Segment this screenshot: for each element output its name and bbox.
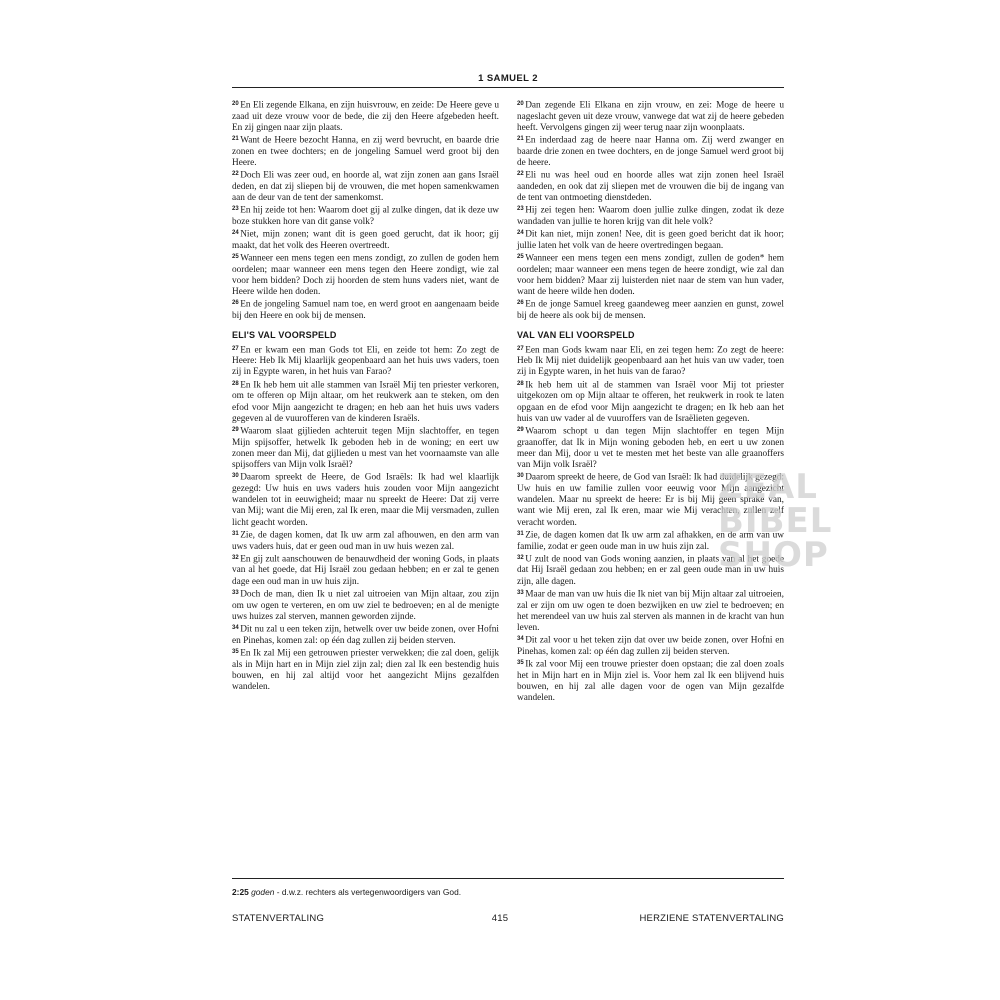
herziene-statenvertaling-column <box>517 99 784 704</box>
verse-text: En inderdaad zag de heere naar Hanna om. Zij werd zwanger en baarde drie zonen en twee dochters, en de jonge Samuel werd groot bij de heere. <box>517 135 784 169</box>
verse-number: 24 <box>232 230 239 237</box>
verse-number: 35 <box>232 648 239 655</box>
verse-number: 32 <box>232 554 239 561</box>
verse-number: 27 <box>232 345 239 352</box>
verse-number: 20 <box>232 101 239 107</box>
verse <box>232 204 499 228</box>
verse-number: 28 <box>232 380 239 387</box>
verse-text: Doch Eli was zeer oud, en hoorde al, wat zijn zonen aan gans Israël deden, en dat zij sliepen bij de vrouwen, die met hopen samenkwamen aan de deur van de tent der samenkomst. <box>232 170 499 204</box>
verse <box>232 425 499 471</box>
verse-list <box>517 99 784 322</box>
verse-number: 23 <box>517 206 524 213</box>
verse-number: 21 <box>517 136 524 143</box>
verse-number: 28 <box>517 380 524 387</box>
verse-text: Doch de man, dien Ik u niet zal uitroeien van Mijn altaar, zou zijn om uw ogen te verteren, en om uw ziel te bedroeven; en al de menigte uws huizes zal sterven, mannen geworden zijnde. <box>232 589 499 622</box>
verse-text: Maar de man van uw huis die Ik niet van bij Mijn altaar zal uitroeien, zal er zijn om uw ogen te doen bezwijken en uw ziel te bedroeven; en het merendeel van uw huis zal sterven als mannen in de kracht van hun leven. <box>517 589 784 633</box>
verse <box>517 134 784 169</box>
verse <box>232 553 499 588</box>
verse-text: Ik heb hem uit al de stammen van Israël voor Mij tot priester uitgekozen om op Mijn altaar te offeren, het reukwerk in rook te laten opgaan en de efod voor Mijn aangezicht te dragen; en Ik heb aan het huis van uw vader al de vuuroffers van de Israëlieten gegeven. <box>517 380 784 424</box>
verse <box>517 204 784 228</box>
verse-number: 27 <box>517 345 524 352</box>
verse-text: En Eli zegende Elkana, en zijn huisvrouw, en zeide: De Heere geve u zaad uit deze vrouw voor de bede, die zij den Heere afgebeden heeft. En zij gingen naar zijn plaats. <box>232 100 499 133</box>
verse <box>517 228 784 252</box>
verse-number: 31 <box>232 530 239 537</box>
verse <box>232 228 499 252</box>
verse <box>232 99 499 134</box>
verse-list <box>232 99 499 322</box>
section-heading: ELI'S VAL VOORSPELD <box>232 330 337 341</box>
verse-number: 23 <box>232 206 239 213</box>
footnote-rule <box>232 878 784 879</box>
verse-number: 29 <box>232 426 239 433</box>
verse <box>232 252 499 298</box>
verse-list <box>232 344 499 694</box>
verse <box>517 252 784 298</box>
footnote-ref: 2:25 <box>232 887 249 897</box>
verse-text: En gij zult aanschouwen de benauwdheid der woning Gods, in plaats van al het goede, dat Hij Israël zou gedaan hebben; en er zal te genen dage een oud man in uw huis zijn. <box>232 554 499 587</box>
running-head: 1 SAMUEL 2 <box>478 73 538 84</box>
verse-text: Zie, de dagen komen, dat Ik uw arm zal afhouwen, en den arm van uws vaders huis, dat er geen oud man in uw huis wezen zal. <box>232 530 499 552</box>
verse <box>517 658 784 704</box>
verse-number: 34 <box>232 624 239 631</box>
verse <box>517 553 784 588</box>
verse-number: 21 <box>232 136 239 143</box>
verse-text: En de jonge Samuel kreeg gaandeweg meer aanzien en gunst, zowel bij de heere als ook bij de mensen. <box>517 299 784 322</box>
verse <box>232 647 499 693</box>
verse-text: U zult de nood van Gods woning aanzien, in plaats van al het goede dat Hij Israël gedaan zou hebben; en er zal geen oude man in uw huis zijn, alle dagen. <box>517 554 784 587</box>
verse <box>517 169 784 204</box>
watermark-line: BIBEL <box>718 501 833 541</box>
verse-number: 25 <box>232 254 239 261</box>
verse-number: 29 <box>517 426 524 433</box>
verse-number: 26 <box>517 300 524 307</box>
verse <box>517 379 784 425</box>
section-heading: VAL VAN ELI VOORSPELD <box>517 330 635 341</box>
verse-text: Zie, de dagen komen dat Ik uw arm zal afhakken, en de arm van uw familie, zodat er geen oude man in uw huis zijn zal. <box>517 530 784 552</box>
verse-text: Wanneer een mens tegen een mens zondigt, zo zullen de goden hem oordelen; maar wanneer een mens tegen den Heere zondigt, wie zal voor hem bidden? Doch zij hoorden de stem huns vaders niet, want de Heere wilde hen doden. <box>232 253 499 298</box>
verse-number: 22 <box>232 171 239 178</box>
verse-number: 34 <box>517 636 524 643</box>
verse-text: Een man Gods kwam naar Eli, en zei tegen hem: Zo zegt de heere: Heb Ik Mij niet duidelijk geopenbaard aan het huis van uw vader, toen zij in Egypte waren, in het huis van de farao? <box>517 345 784 378</box>
header-rule <box>232 87 784 88</box>
verse-text: Dit kan niet, mijn zonen! Nee, dit is geen goed bericht dat ik hoor; jullie laten het volk van de heere overtredingen begaan. <box>517 229 784 251</box>
verse <box>517 529 784 553</box>
verse-number: 32 <box>517 554 524 561</box>
verse-number: 30 <box>232 473 239 480</box>
verse-number: 24 <box>517 230 524 237</box>
footer-left-label: STATENVERTALING <box>232 913 325 924</box>
verse-text: Ik zal voor Mij een trouwe priester doen opstaan; die zal doen zoals het in Mijn hart en in Mijn ziel is. Voor hem zal Ik een blijvend huis bouwen, en hij zal alle dagen voor de ogen van Mijn gezalfde wandelen. <box>517 659 784 704</box>
verse-text: Dan zegende Eli Elkana en zijn vrouw, en zei: Moge de heere u nageslacht geven uit deze vrouw, vanwege dat wat zij de heere gebeden heeft. Vervolgens gingen zij weer terug naar zijn woonplaats. <box>517 100 784 133</box>
verse-text: En de jongeling Samuel nam toe, en werd groot en aangenaam beide bij den Heere en ook bij de mensen. <box>232 299 499 322</box>
watermark-line: ZEAL <box>718 467 818 507</box>
footnote-text: - d.w.z. rechters als vertegenwoordigers van God. <box>274 887 462 897</box>
verse-number: 25 <box>517 254 524 261</box>
verse-number: 35 <box>517 660 524 667</box>
verse <box>517 298 784 322</box>
verse <box>232 623 499 647</box>
verse-number: 20 <box>517 101 524 107</box>
verse-number: 22 <box>517 171 524 178</box>
verse-text: Daarom spreekt de Heere, de God Israëls: Ik had wel klaarlijk gezegd: Uw huis en uws vaders huis zouden voor Mijn aangezicht wandelen tot in eeuwigheid; maar nu spreekt de Heere: Dat zij verre van Mij; want die Mij eren, zal Ik eren, maar die Mij versmaden, zullen licht geacht worden. <box>232 472 499 528</box>
verse-text: Dit zal voor u het teken zijn dat over uw beide zonen, over Hofni en Pinehas, komen zal: op één dag zullen zij beiden sterven. <box>517 635 784 657</box>
verse <box>232 471 499 529</box>
verse-text: Dit nu zal u een teken zijn, hetwelk over uw beide zonen, over Hofni en Pinehas, komen zal: op één dag zullen zij beiden sterven. <box>232 624 499 646</box>
verse <box>232 169 499 204</box>
verse-text: En Ik heb hem uit alle stammen van Israël Mij ten priester verkoren, om te offeren op Mijn altaar, om het reukwerk aan te steken, om den efod voor Mijn aangezicht te dragen; en heb aan het huis uws vaders gegeven al de vuurofferen van de kinderen Israëls. <box>232 380 499 424</box>
verse <box>232 298 499 322</box>
statenvertaling-column <box>232 99 499 693</box>
verse <box>517 425 784 471</box>
footnote <box>232 887 784 897</box>
verse <box>232 588 499 623</box>
watermark-line: SHOP <box>718 535 829 575</box>
verse-text: Want de Heere bezocht Hanna, en zij werd bevrucht, en baarde drie zonen en twee dochters; en de jongeling Samuel werd groot bij den Heere. <box>232 135 499 169</box>
verse-text: Daarom spreekt de heere, de God van Israël: Ik had duidelijk gezegd: Uw huis en uw familie zullen voor eeuwig voor Mijn aangezicht wandelen. Maar nu spreekt de heere: Er is bij Mij geen sprake van, want wie Mij eren, zal Ik eren, maar wie Mij verachten, zullen zelf veracht worden. <box>517 472 784 528</box>
verse-text: Wanneer een mens tegen een mens zondigt, zullen de goden* hem oordelen; maar wanneer een mens tegen de heere zondigt, wie zal dan voor hem bidden? Maar zij luisterden niet naar de stem van hun vader, want de heere wilde hen doden. <box>517 253 784 298</box>
verse-text: En hij zeide tot hen: Waarom doet gij al zulke dingen, dat ik deze uw boze stukken hore van dit ganse volk? <box>232 205 499 228</box>
verse-text: Waarom slaat gijlieden achteruit tegen Mijn slachtoffer, en tegen Mijn spijsoffer, hetwelk Ik geboden heb in de woning; en eert uw zonen meer dan Mij, dat gijlieden u mest van het voornaamste van alle spijsoffers van Mijn volk Israël? <box>232 426 499 471</box>
verse-number: 33 <box>232 589 239 596</box>
footnote-term: goden <box>251 887 275 897</box>
page-number: 415 <box>491 913 509 924</box>
verse <box>517 99 784 134</box>
verse-number: 31 <box>517 530 524 537</box>
verse-number: 30 <box>517 473 524 480</box>
verse-text: En Ik zal Mij een getrouwen priester verwekken; die zal doen, gelijk als in Mijn hart en in Mijn ziel zijn zal; dien zal Ik een bestendig huis bouwen, en hij zal altijd voor het aangezicht Mijns gezalfden wandelen. <box>232 648 499 692</box>
verse-list <box>517 344 784 705</box>
verse <box>517 471 784 529</box>
verse <box>232 134 499 169</box>
verse <box>232 344 499 379</box>
verse <box>232 379 499 425</box>
verse-text: Waarom schopt u dan tegen Mijn slachtoffer en tegen Mijn graanoffer, dat Ik in Mijn woning geboden heb, en eert u uw zonen meer dan Mij, door u vet te mesten met het beste van alle graanoffers van Mijn volk Israël? <box>517 426 784 471</box>
verse-text: Eli nu was heel oud en hoorde alles wat zijn zonen heel Israël aandeden, en ook dat zij sliepen met de vrouwen die bij de ingang van de tent van ontmoeting dienstdeden. <box>517 170 784 204</box>
verse-number: 26 <box>232 300 239 307</box>
footer-right-label: HERZIENE STATENVERTALING <box>639 913 784 924</box>
verse-text: En er kwam een man Gods tot Eli, en zeide tot hem: Zo zegt de Heere: Heb Ik Mij klaarlijk geopenbaard aan het huis uws vaders, toen zij in Egypte waren, in het huis van Farao? <box>232 345 499 378</box>
verse-text: Niet, mijn zonen; want dit is geen goed gerucht, dat ik hoor; gij maakt, dat het volk des Heeren overtreedt. <box>232 229 499 251</box>
verse-number: 33 <box>517 589 524 596</box>
verse <box>517 344 784 379</box>
verse-text: Hij zei tegen hen: Waarom doen jullie zulke dingen, zodat ik deze wandaden van jullie te horen krijg van dit hele volk? <box>517 205 784 228</box>
verse <box>517 588 784 634</box>
verse <box>232 529 499 553</box>
verse <box>517 634 784 658</box>
